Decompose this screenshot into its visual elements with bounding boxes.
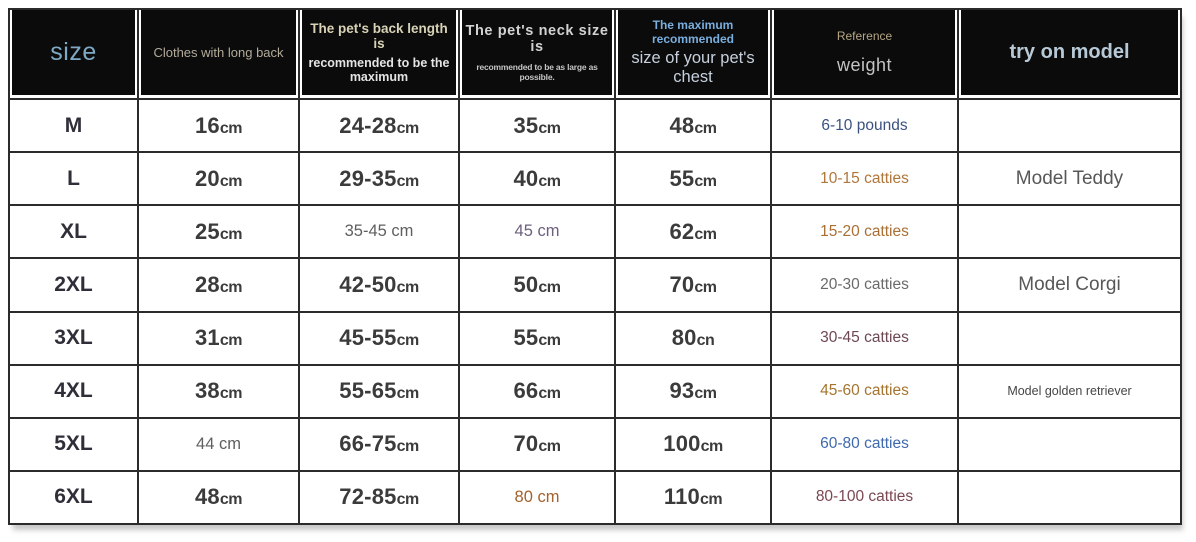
cell-back-length: 45-55cm (299, 312, 459, 365)
cell-try-on-model: Model Teddy (958, 152, 1181, 205)
cell-clothes-long-back: 20cm (138, 152, 299, 205)
cell-chest-size: 55cm (615, 152, 771, 205)
header-reference-weight-line2: weight (836, 55, 893, 76)
cell-back-length: 66-75cm (299, 418, 459, 471)
header-neck-size-line2: recommended to be as large as possible. (476, 62, 598, 82)
cell-chest-size: 100cm (615, 418, 771, 471)
size-table-body (9, 99, 1181, 524)
cell-back-length: 72-85cm (299, 471, 459, 524)
cell-size: 6XL (9, 471, 138, 524)
table-row (9, 471, 1181, 524)
cell-clothes-long-back: 44 cm (138, 418, 299, 471)
cell-clothes-long-back: 48cm (138, 471, 299, 524)
header-back-length-line1: The pet's back length is (310, 21, 448, 51)
table-row (9, 365, 1181, 418)
cell-clothes-long-back: 16cm (138, 99, 299, 152)
cell-try-on-model (958, 312, 1181, 365)
cell-neck-size: 70cm (459, 418, 615, 471)
cell-neck-size: 35cm (459, 99, 615, 152)
cell-clothes-long-back: 28cm (138, 258, 299, 311)
header-try-on-model (958, 9, 1181, 99)
cell-neck-size: 40cm (459, 152, 615, 205)
cell-size: L (9, 152, 138, 205)
header-clothes-long-back (138, 9, 299, 99)
cell-size: 3XL (9, 312, 138, 365)
header-back-length-line2: recommended to be the maximum (308, 56, 450, 84)
cell-neck-size: 45 cm (459, 205, 615, 258)
cell-try-on-model: Model Corgi (958, 258, 1181, 311)
cell-reference-weight: 6-10 pounds (771, 99, 958, 152)
cell-reference-weight: 20-30 catties (771, 258, 958, 311)
cell-reference-weight: 30-45 catties (771, 312, 958, 365)
cell-size: 5XL (9, 418, 138, 471)
table-header (9, 9, 1181, 99)
table-row (9, 258, 1181, 311)
cell-back-length: 42-50cm (299, 258, 459, 311)
header-row (9, 9, 1181, 99)
cell-chest-size: 48cm (615, 99, 771, 152)
header-reference-weight (771, 9, 958, 99)
cell-size: 2XL (9, 258, 138, 311)
table-row (9, 418, 1181, 471)
cell-clothes-long-back: 31cm (138, 312, 299, 365)
header-neck-size (459, 9, 615, 99)
cell-size: 4XL (9, 365, 138, 418)
cell-neck-size: 55cm (459, 312, 615, 365)
cell-back-length: 29-35cm (299, 152, 459, 205)
header-size (9, 9, 138, 99)
header-chest-size-line1: The maximum recommended (651, 18, 735, 47)
table-row (9, 152, 1181, 205)
cell-reference-weight: 15-20 catties (771, 205, 958, 258)
cell-back-length: 55-65cm (299, 365, 459, 418)
cell-try-on-model (958, 471, 1181, 524)
cell-reference-weight: 60-80 catties (771, 418, 958, 471)
header-chest-size (615, 9, 771, 99)
table-row (9, 205, 1181, 258)
cell-neck-size: 80 cm (459, 471, 615, 524)
cell-chest-size: 93cm (615, 365, 771, 418)
cell-reference-weight: 80-100 catties (771, 471, 958, 524)
cell-reference-weight: 10-15 catties (771, 152, 958, 205)
cell-try-on-model (958, 205, 1181, 258)
cell-reference-weight: 45-60 catties (771, 365, 958, 418)
cell-clothes-long-back: 38cm (138, 365, 299, 418)
header-clothes-long-back-label: Clothes with long back (153, 45, 284, 60)
cell-try-on-model (958, 418, 1181, 471)
cell-clothes-long-back: 25cm (138, 205, 299, 258)
cell-chest-size: 110cm (615, 471, 771, 524)
cell-try-on-model (958, 99, 1181, 152)
pet-size-chart-table (8, 8, 1182, 525)
header-reference-weight-line1: Reference (836, 28, 893, 43)
cell-chest-size: 70cm (615, 258, 771, 311)
cell-neck-size: 66cm (459, 365, 615, 418)
header-back-length (299, 9, 459, 99)
cell-chest-size: 62cm (615, 205, 771, 258)
table-row (9, 99, 1181, 152)
cell-try-on-model: Model golden retriever (958, 365, 1181, 418)
cell-back-length: 24-28cm (299, 99, 459, 152)
header-chest-size-line2: size of your pet's chest (631, 48, 755, 86)
header-try-on-model-label: try on model (1009, 41, 1130, 63)
header-size-label: size (50, 38, 97, 66)
table-row (9, 312, 1181, 365)
cell-size: M (9, 99, 138, 152)
cell-back-length: 35-45 cm (299, 205, 459, 258)
cell-chest-size: 80cn (615, 312, 771, 365)
cell-neck-size: 50cm (459, 258, 615, 311)
cell-size: XL (9, 205, 138, 258)
header-neck-size-line1: The pet's neck size is (465, 23, 609, 55)
